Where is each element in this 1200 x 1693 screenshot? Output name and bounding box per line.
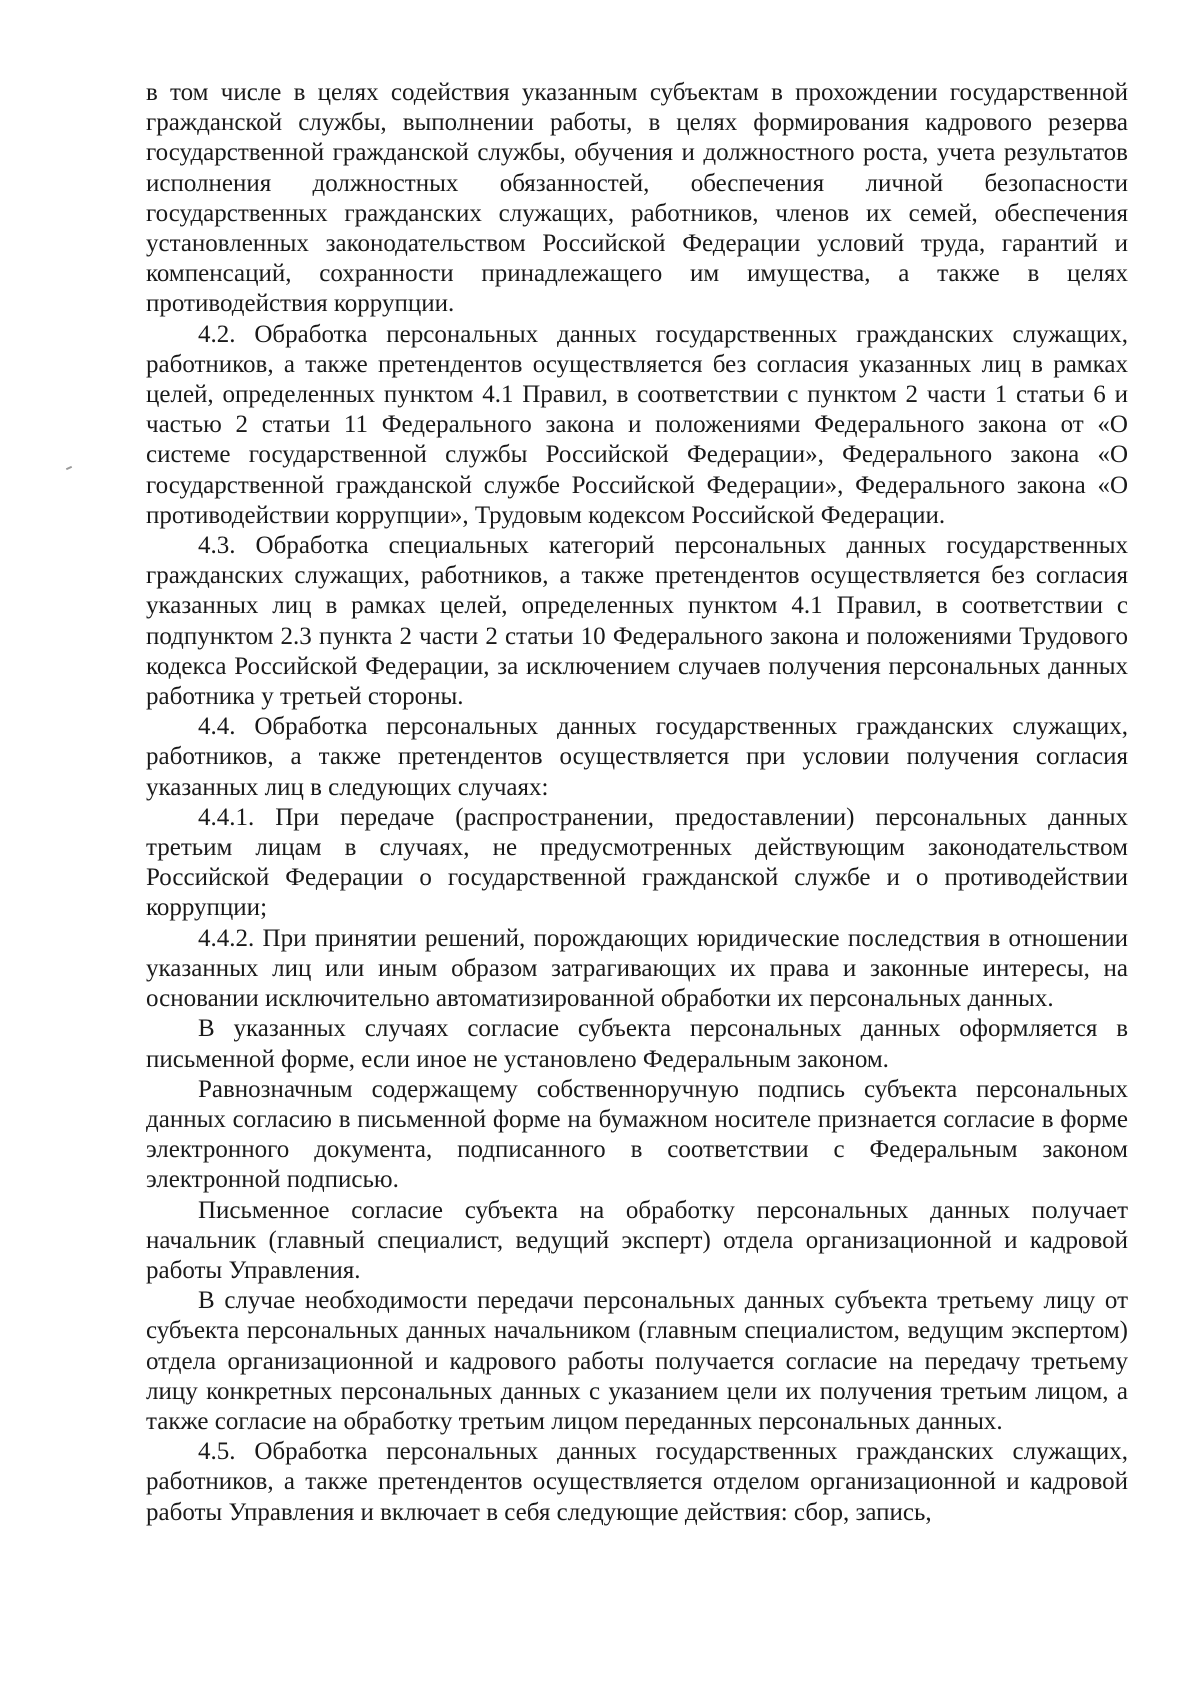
paragraph-4-3: 4.3. Обработка специальных категорий персональных данных государственных гражданских служащих, работников, а также претендентов осуществляется без согласия указанных лиц в рамках целей, определенных пунктом 4.1 Правил, в соответствии с подпунктом 2.3 пункта 2 части 2 статьи 10 Федерального закона и положениями Трудового кодекса Российской Федерации, за исключением случаев получения персональных данных работника у третьей стороны.: [146, 532, 1128, 711]
paragraph-4-4: 4.4. Обработка персональных данных государственных гражданских служащих, работников, а также претендентов осуществляется при условии получения согласия указанных лиц в следующих случаях:: [146, 713, 1128, 801]
scan-speck: [66, 466, 72, 470]
paragraph-third-party-transfer: В случае необходимости передачи персональных данных субъекта третьему лицу от субъекта персональных данных начальником (главным специалистом, ведущим экспертом) отдела организационной и кадрового работы получается согласие на передачу третьему лицу конкретных персональных данных с указанием цели их получения третьим лицом, а также согласие на обработку третьим лицом переданных персональных данных.: [146, 1287, 1128, 1435]
paragraph-consent-receiver: Письменное согласие субъекта на обработку персональных данных получает начальник (главный специалист, ведущий эксперт) отдела организационной и кадровой работы Управления.: [146, 1196, 1128, 1284]
paragraph-continuation: в том числе в целях содействия указанным субъектам в прохождении государственной гражданской службы, выполнении работы, в целях формирования кадрового резерва государственной гражданской службы, обучения и должностного роста, учета результатов исполнения должностных обязанностей, обеспечения личной безопасности государственных гражданских служащих, работников, членов их семей, обеспечения установленных законодательством Российской Федерации условий труда, гарантий и компенсаций, сохранности принадлежащего им имущества, а также в целях противодействия коррупции.: [146, 79, 1128, 318]
paragraph-4-5: 4.5. Обработка персональных данных государственных гражданских служащих, работников, а также претендентов осуществляется отделом организационной и кадровой работы Управления и включает в себя следующие действия: сбор, запись,: [146, 1438, 1128, 1526]
document-body: [146, 78, 1128, 1528]
paragraph-4-4-2: 4.4.2. При принятии решений, порождающих юридические последствия в отношении указанных лиц или иным образом затрагивающих их права и законные интересы, на основании исключительно автоматизированной обработки их персональных данных.: [146, 924, 1128, 1013]
paragraph-4-4-1: 4.4.1. При передаче (распространении, предоставлении) персональных данных третьим лицам в случаях, не предусмотренных действующим законодательством Российской Федерации о государственной гражданской службе и о противодействии коррупции;: [146, 803, 1128, 922]
paragraph-electronic-consent: Равнозначным содержащему собственноручную подпись субъекта персональных данных согласию в письменной форме на бумажном носителе признается согласие в форме электронного документа, подписанного в соответствии с Федеральным законом электронной подписью.: [146, 1075, 1128, 1194]
paragraph-4-2: 4.2. Обработка персональных данных государственных гражданских служащих, работников, а также претендентов осуществляется без согласия указанных лиц в рамках целей, определенных пунктом 4.1 Правил, в соответствии с пунктом 2 части 1 статьи 6 и частью 2 статьи 11 Федерального закона и положениями Федерального закона от «О системе государственной службы Российской Федерации», Федерального закона «О государственной гражданской службе Российской Федерации», Федерального закона «О противодействии коррупции», Трудовым кодексом Российской Федерации.: [146, 320, 1128, 529]
paragraph-written-consent: В указанных случаях согласие субъекта персональных данных оформляется в письменной форме, если иное не установлено Федеральным законом.: [146, 1015, 1128, 1073]
